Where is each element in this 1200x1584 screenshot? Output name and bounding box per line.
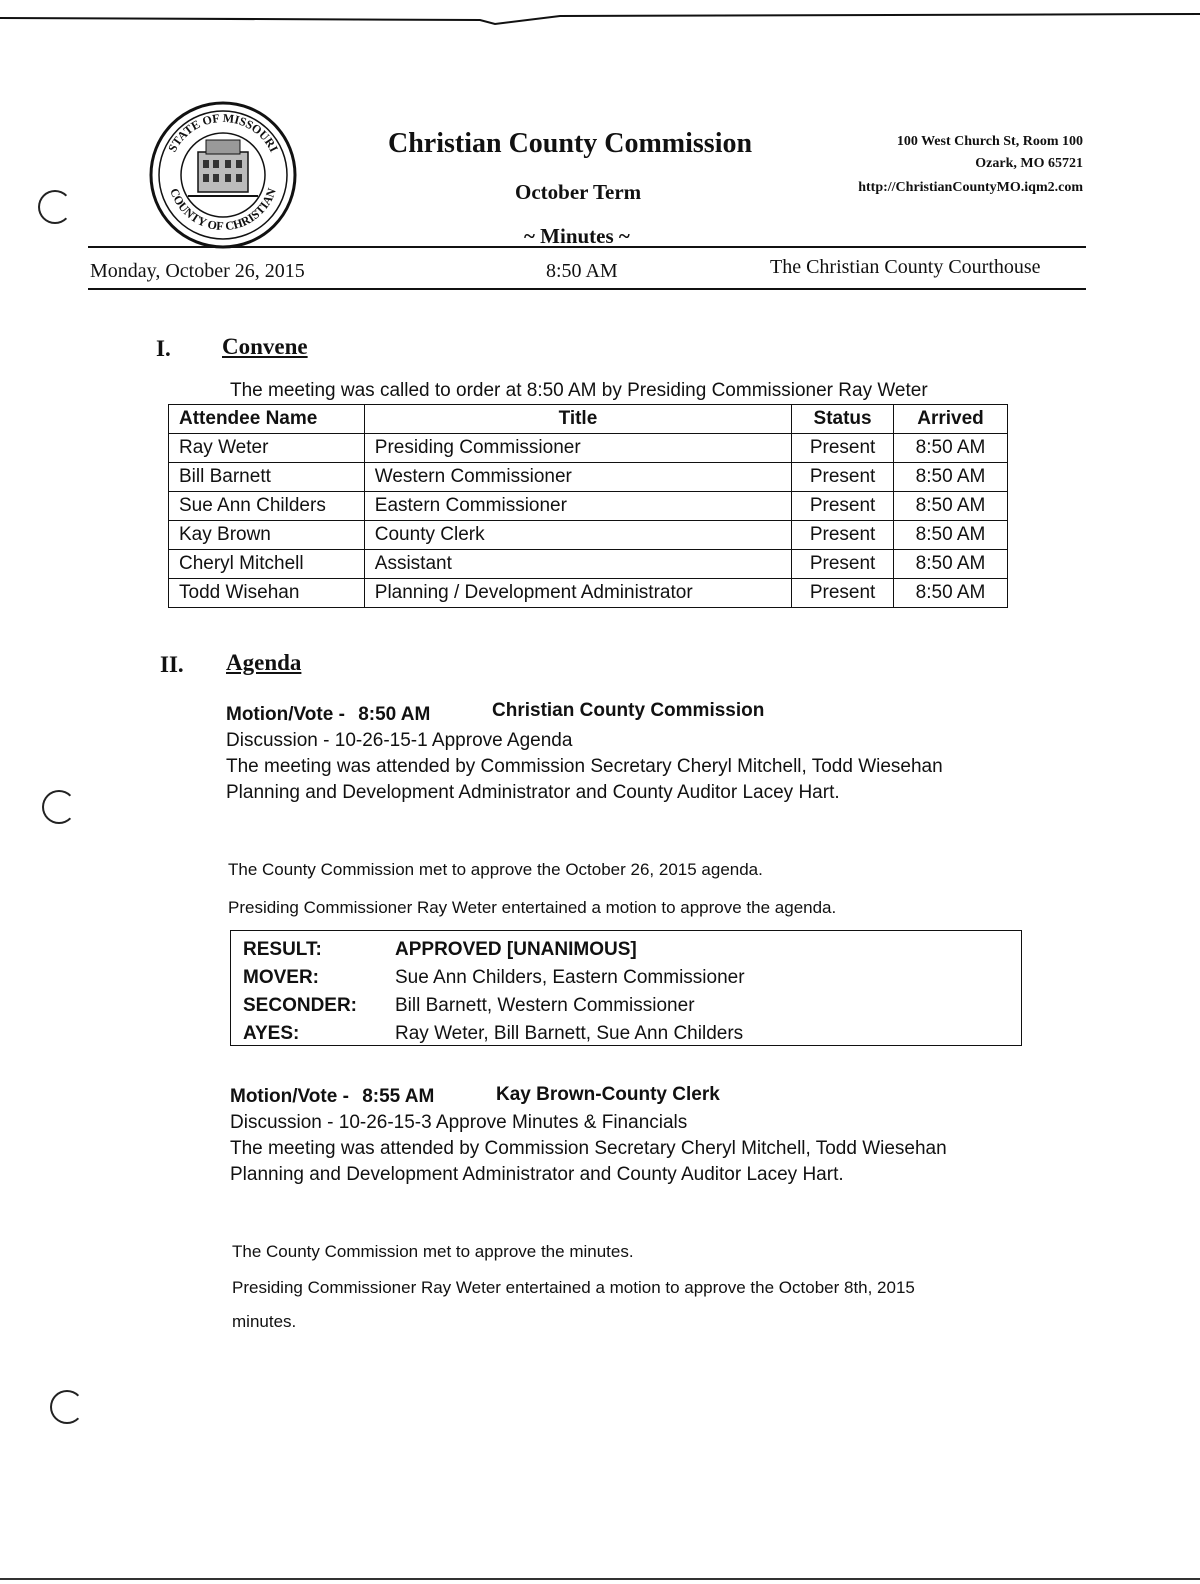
attendee-title: County Clerk xyxy=(364,521,791,550)
discussion-1: Discussion - 10-26-15-1 Approve Agenda xyxy=(226,730,573,751)
address-street: 100 West Church St, Room 100 xyxy=(896,134,1083,149)
met-2: The County Commission met to approve the minutes. xyxy=(232,1242,634,1261)
attendee-name: Kay Brown xyxy=(169,521,365,550)
discussion-2: Discussion - 10-26-15-3 Approve Minutes & Financials xyxy=(230,1112,688,1133)
table-row xyxy=(169,579,1008,608)
scan-top-edge xyxy=(0,8,1200,28)
motion-text-2-line2: minutes. xyxy=(232,1312,297,1331)
attended-2-line1: The meeting was attended by Commission Secretary Cheryl Mitchell, Todd Wiesehan xyxy=(230,1138,947,1159)
vote-value: Sue Ann Childers, Eastern Commissioner xyxy=(395,967,745,988)
motion-label-1 xyxy=(226,704,430,726)
motion-time: 8:55 AM xyxy=(362,1086,435,1107)
scan-bottom-edge xyxy=(0,1578,1200,1580)
section-number-agenda: II. xyxy=(160,652,184,677)
meeting-date: Monday, October 26, 2015 xyxy=(90,260,305,282)
punch-hole-bottom xyxy=(50,1390,84,1424)
motion-label-text: Motion/Vote - xyxy=(226,704,345,725)
punch-hole-middle xyxy=(42,790,76,824)
attendee-name: Todd Wisehan xyxy=(169,579,365,608)
svg-text:COUNTY OF CHRISTIAN: COUNTY OF CHRISTIAN xyxy=(167,186,279,234)
vote-result-box xyxy=(230,930,1022,1046)
attendee-status: Present xyxy=(792,550,894,579)
attendee-arrived: 8:50 AM xyxy=(894,550,1008,579)
attendee-status: Present xyxy=(792,521,894,550)
attendee-title: Assistant xyxy=(364,550,791,579)
column-header-title: Title xyxy=(364,405,791,434)
met-1: The County Commission met to approve the October 26, 2015 agenda. xyxy=(228,860,763,879)
column-header-name: Attendee Name xyxy=(169,405,365,434)
section-number-convene: I. xyxy=(156,336,171,361)
attendee-name: Cheryl Mitchell xyxy=(169,550,365,579)
website-link[interactable]: http://ChristianCountyMO.iqm2.com xyxy=(858,180,1083,195)
attended-1-line1: The meeting was attended by Commission Secretary Cheryl Mitchell, Todd Wiesehan xyxy=(226,756,943,777)
attended-2-line2: Planning and Development Administrator and County Auditor Lacey Hart. xyxy=(230,1164,844,1185)
motion-time: 8:50 AM xyxy=(358,704,431,725)
attended-1-line2: Planning and Development Administrator and County Auditor Lacey Hart. xyxy=(226,782,840,803)
commission-title: Christian County Commission xyxy=(388,128,753,159)
attendee-status: Present xyxy=(792,579,894,608)
vote-ayes-row xyxy=(243,1023,743,1045)
attendance-table xyxy=(168,404,1008,608)
attendee-title: Planning / Development Administrator xyxy=(364,579,791,608)
attendee-arrived: 8:50 AM xyxy=(894,434,1008,463)
section-title-agenda: Agenda xyxy=(226,650,302,675)
motion-label-text: Motion/Vote - xyxy=(230,1086,349,1107)
attendee-title: Eastern Commissioner xyxy=(364,492,791,521)
meeting-time: 8:50 AM xyxy=(546,260,618,282)
vote-label: RESULT: xyxy=(243,939,322,960)
attendee-status: Present xyxy=(792,492,894,521)
motion-presenter-2: Kay Brown-County Clerk xyxy=(496,1084,720,1105)
vote-value: APPROVED [UNANIMOUS] xyxy=(395,939,637,960)
attendee-arrived: 8:50 AM xyxy=(894,521,1008,550)
attendee-name: Bill Barnett xyxy=(169,463,365,492)
table-row xyxy=(169,434,1008,463)
motion-text-1: Presiding Commissioner Ray Weter entertained a motion to approve the agenda. xyxy=(228,898,837,917)
vote-label: MOVER: xyxy=(243,967,319,988)
attendee-name: Ray Weter xyxy=(169,434,365,463)
vote-result-row xyxy=(243,939,637,961)
svg-text:STATE OF MISSOURI: STATE OF MISSOURI xyxy=(165,110,281,155)
address-city: Ozark, MO 65721 xyxy=(975,156,1083,171)
table-row xyxy=(169,521,1008,550)
attendee-name: Sue Ann Childers xyxy=(169,492,365,521)
table-row xyxy=(169,463,1008,492)
attendee-title: Western Commissioner xyxy=(364,463,791,492)
vote-label: SECONDER: xyxy=(243,995,358,1016)
county-seal xyxy=(148,100,298,250)
vote-label: AYES: xyxy=(243,1023,300,1044)
punch-hole-top xyxy=(38,190,72,224)
motion-presenter-1: Christian County Commission xyxy=(492,700,765,721)
table-row xyxy=(169,492,1008,521)
vote-value: Bill Barnett, Western Commissioner xyxy=(395,995,695,1016)
meeting-location: The Christian County Courthouse xyxy=(770,256,1041,278)
vote-value: Ray Weter, Bill Barnett, Sue Ann Childers xyxy=(395,1023,744,1044)
minutes-label: ~ Minutes ~ xyxy=(524,224,630,248)
section-title-convene: Convene xyxy=(222,334,308,359)
motion-label-2 xyxy=(230,1086,434,1108)
table-row xyxy=(169,550,1008,579)
attendee-status: Present xyxy=(792,434,894,463)
header-rule-top xyxy=(88,246,1086,248)
attendee-status: Present xyxy=(792,463,894,492)
attendee-arrived: 8:50 AM xyxy=(894,492,1008,521)
column-header-status: Status xyxy=(792,405,894,434)
term-label: October Term xyxy=(515,180,642,204)
attendee-title: Presiding Commissioner xyxy=(364,434,791,463)
table-header-row xyxy=(169,405,1008,434)
motion-text-2-line1: Presiding Commissioner Ray Weter entertained a motion to approve the October 8th, 2015 xyxy=(232,1278,915,1297)
convene-intro: The meeting was called to order at 8:50 AM by Presiding Commissioner Ray Weter xyxy=(230,380,928,401)
header-rule-bottom xyxy=(88,288,1086,290)
column-header-arrived: Arrived xyxy=(894,405,1008,434)
vote-mover-row xyxy=(243,967,745,989)
attendee-arrived: 8:50 AM xyxy=(894,579,1008,608)
vote-seconder-row xyxy=(243,995,695,1017)
attendee-arrived: 8:50 AM xyxy=(894,463,1008,492)
